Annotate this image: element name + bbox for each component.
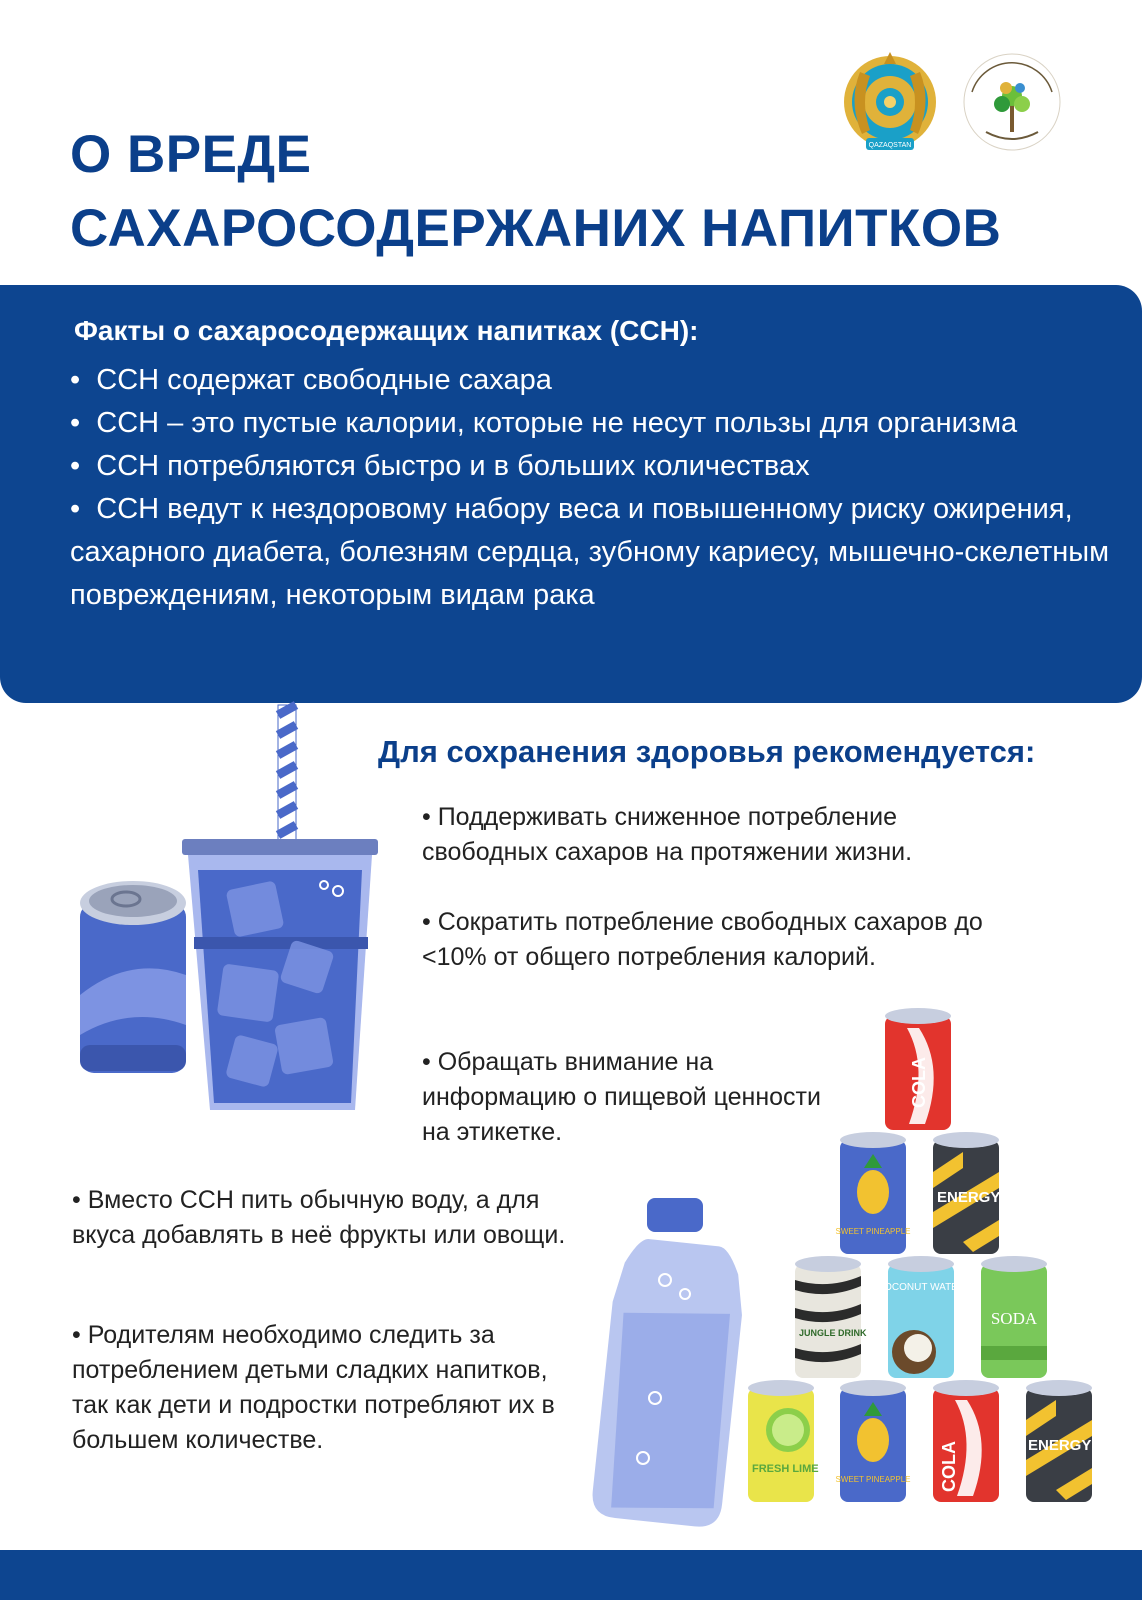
striped-straw-icon (278, 705, 296, 845)
fresh-lime-can-icon (748, 1380, 819, 1502)
footer-bar (0, 1550, 1142, 1600)
facts-title: Факты о сахаросодержащих напитках (ССН): (74, 315, 699, 346)
can-label: ENERGY (1028, 1437, 1092, 1454)
recommendation-item: • Поддерживать сниженное потребление свободных сахаров на протяжении жизни. (422, 800, 1022, 870)
energy-can-icon (933, 1132, 1000, 1254)
pineapple-can-icon (836, 1380, 911, 1502)
cans-pyramid-illustration (748, 1008, 1103, 1538)
can-label: COLA (939, 1441, 959, 1492)
recommendation-item: • Обращать внимание на информацию о пищевой ценности на этикетке. (422, 1045, 822, 1150)
water-bottle-icon (590, 1198, 749, 1529)
recommendation-item: • Вместо ССН пить обычную воду, а для вкуса добавлять в неё фрукты или овощи. (72, 1183, 572, 1253)
coconut-water-can-icon (877, 1256, 965, 1378)
recommendation-item: • Родителям необходимо следить за потреблением детьми сладких напитков, так как дети и подростки потребляют их в большем количестве. (72, 1318, 572, 1458)
state-emblem-icon (844, 52, 936, 150)
cola-can-icon (933, 1380, 999, 1502)
can-label: JUNGLE DRINK (799, 1328, 867, 1338)
jungle-drink-can-icon (795, 1256, 867, 1378)
public-health-logo-icon (964, 54, 1060, 150)
soda-can-icon (80, 881, 186, 1073)
recommendations-title: Для сохранения здоровья рекомендуется: (378, 734, 1036, 769)
facts-item: • ССН – это пустые калории, которые не несут пользы для организма (70, 402, 1120, 445)
facts-item: • ССН содержат свободные сахара (70, 359, 1120, 402)
can-label: COLA (909, 1057, 929, 1108)
soda-cup-and-can-illustration (70, 705, 390, 1125)
facts-item: • ССН потребляются быстро и в больших количествах (70, 445, 1120, 488)
can-label: COCONUT WATER (876, 1282, 966, 1293)
emblem-ribbon-text: QAZAQSTAN (868, 142, 912, 149)
page-title-line-1: О ВРЕДЕ (70, 125, 312, 184)
recommendation-item: • Сократить потребление свободных сахаров до <10% от общего потребления калорий. (422, 905, 1022, 975)
water-bottle-illustration (595, 1198, 745, 1528)
cola-can-icon (885, 1008, 951, 1130)
facts-list (70, 359, 1120, 617)
can-label: FRESH LIME (752, 1463, 819, 1475)
can-label: SWEET PINEAPPLE (835, 1227, 911, 1236)
facts-panel (0, 285, 1142, 703)
energy-can-icon (1026, 1380, 1092, 1502)
page-title-line-2: САХАРОСОДЕРЖАНИХ НАПИТКОВ (70, 199, 1002, 258)
soda-can-label-icon (981, 1256, 1047, 1378)
emblems (852, 52, 1092, 162)
soda-cup-icon (182, 839, 378, 1110)
can-label: ENERGY (937, 1189, 1001, 1206)
can-label: SODA (990, 1309, 1038, 1328)
can-label: SWEET PINEAPPLE (835, 1475, 911, 1484)
pineapple-can-icon (836, 1132, 911, 1254)
facts-item: • ССН ведут к нездоровому набору веса и повышенному риску ожирения, сахарного диабета, болезням сердца, зубному кариесу, мышечно-скелетным повреждениям, некоторым видам рака (70, 488, 1120, 617)
